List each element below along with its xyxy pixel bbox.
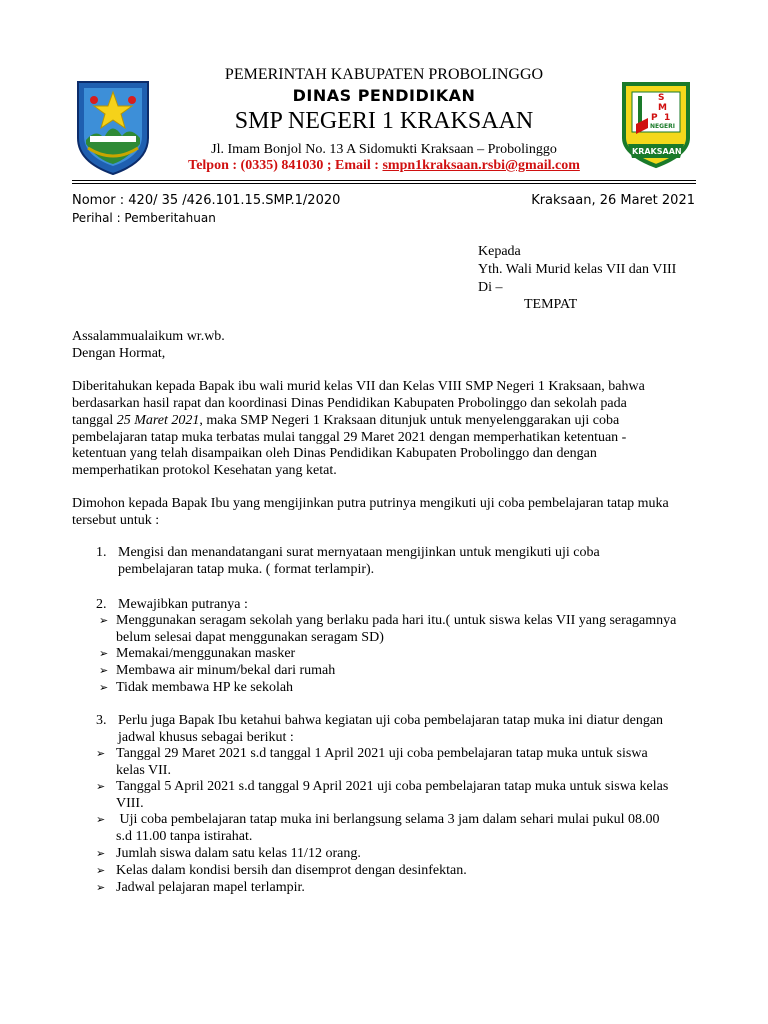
bullet-text: Jadwal pelajaran mapel terlampir. <box>116 880 305 895</box>
meeting-date: 25 Maret 2021 <box>116 413 200 428</box>
header-divider-bottom <box>72 183 696 184</box>
arrow-bullet-icon: ➢ <box>96 747 106 760</box>
list-item-title: Mewajibkan putranya : <box>118 597 248 612</box>
list-number: 3. <box>96 713 107 728</box>
list-item-text: Mengisi dan menandatangani surat mernyataan mengijinkan untuk mengikuti uji coba <box>118 545 600 560</box>
header-phone: Telpon : (0335) 841030 ; Email : <box>188 158 383 173</box>
paragraph-request-line: Dimohon kepada Bapak Ibu yang mengijinkan putra putrinya mengikuti uji coba pembelajaran tatap muka <box>72 496 669 511</box>
bullet-text: Tidak membawa HP ke sekolah <box>116 680 294 695</box>
bullet-text: Tanggal 5 April 2021 s.d tanggal 9 April 2021 uji coba pembelajaran tatap muka untuk siswa kelas <box>116 779 669 794</box>
recipient-tempat: TEMPAT <box>524 297 578 312</box>
arrow-bullet-icon: ➢ <box>99 681 109 694</box>
letter-number: Nomor : 420/ 35 /426.101.15.SMP.1/2020 <box>72 193 341 208</box>
arrow-bullet-icon: ➢ <box>96 780 106 793</box>
header-address: Jl. Imam Bonjol No. 13 A Sidomukti Kraksaan – Probolinggo <box>211 142 557 157</box>
bullet-text: Membawa air minum/bekal dari rumah <box>116 663 336 678</box>
arrow-bullet-icon: ➢ <box>96 881 106 894</box>
arrow-bullet-icon: ➢ <box>96 864 106 877</box>
header-email-link[interactable]: smpn1kraksaan.rsbi@gmail.com <box>382 158 580 173</box>
logo-text-negeri: NEGERI <box>650 123 675 130</box>
list-item-text: pembelajaran tatap muka. ( format terlampir). <box>118 562 375 577</box>
bullet-text: s.d 11.00 tanpa istirahat. <box>116 829 253 844</box>
arrow-bullet-icon: ➢ <box>96 813 106 826</box>
paragraph-request-line: tersebut untuk : <box>72 513 160 528</box>
list-number: 2. <box>96 597 107 612</box>
header-divider-top <box>72 180 696 181</box>
arrow-bullet-icon: ➢ <box>96 847 106 860</box>
recipient-kepada: Kepada <box>478 244 521 259</box>
header-government: PEMERINTAH KABUPATEN PROBOLINGGO <box>224 66 544 83</box>
letter-subject: Perihal : Pemberitahuan <box>72 211 216 225</box>
paragraph-intro-line: memperhatikan protokol Kesehatan yang ketat. <box>72 463 337 478</box>
bullet-text: kelas VII. <box>116 763 171 778</box>
paragraph-intro-line: Diberitahukan kepada Bapak ibu wali murid kelas VII dan Kelas VIII SMP Negeri 1 Kraksaan, bahwa <box>72 379 645 394</box>
bullet-text: Kelas dalam kondisi bersih dan disemprot dengan desinfektan. <box>116 863 467 878</box>
recipient-di: Di – <box>478 280 503 295</box>
text-run: , maka SMP Negeri 1 Kraksaan ditunjuk untuk menyelenggarakan uji coba <box>199 413 620 428</box>
header-department: DINAS PENDIDIKAN <box>292 86 476 105</box>
text-run: tanggal <box>72 413 117 428</box>
paragraph-intro-line: ketentuan yang telah disampaikan oleh Dinas Pendidikan Kabupaten Probolinggo dan dengan <box>72 446 597 461</box>
bullet-text: belum selesai dapat menggunakan seragam SD) <box>116 630 384 645</box>
list-number: 1. <box>96 545 107 560</box>
bullet-text: VIII. <box>116 796 144 811</box>
letter-date: Kraksaan, 26 Maret 2021 <box>531 193 695 208</box>
paragraph-intro-line: berdasarkan hasil rapat dan koordinasi Dinas Pendidikan Kabupaten Probolinggo dan sekolah pada <box>72 396 627 411</box>
bullet-text: Uji coba pembelajaran tatap muka ini berlangsung selama 3 jam dalam sehari mulai pukul 08.00 <box>116 812 660 827</box>
bullet-text: Jumlah siswa dalam satu kelas 11/12 orang. <box>116 846 361 861</box>
list-item-title: jadwal khusus sebagai berikut : <box>118 730 294 745</box>
arrow-bullet-icon: ➢ <box>99 647 109 660</box>
arrow-bullet-icon: ➢ <box>99 664 109 677</box>
list-item-title: Perlu juga Bapak Ibu ketahui bahwa kegiatan uji coba pembelajaran tatap muka ini diatur dengan <box>118 713 664 728</box>
bullet-text: Tanggal 29 Maret 2021 s.d tanggal 1 April 2021 uji coba pembelajaran tatap muka untuk siswa <box>116 746 648 761</box>
logo-letter-1: 1 <box>664 113 671 123</box>
logo-letter-s: S <box>658 93 665 103</box>
header-school-name: SMP NEGERI 1 KRAKSAAN <box>234 108 534 134</box>
recipient-yth: Yth. Wali Murid kelas VII dan VIII <box>478 262 677 277</box>
arrow-bullet-icon: ➢ <box>99 614 109 627</box>
logo-banner-kraksaan: KRAKSAAN <box>632 147 682 156</box>
paragraph-intro-line <box>72 413 698 428</box>
logo-letter-p: P <box>651 113 658 123</box>
header-contact <box>0 158 768 174</box>
paragraph-intro-line: pembelajaran tatap muka terbatas mulai tanggal 29 Maret 2021 dengan memperhatikan ketentuan - <box>72 430 627 445</box>
logo-letter-m: M <box>658 103 667 113</box>
greeting-salam: Assalammualaikum wr.wb. <box>72 329 225 344</box>
greeting-hormat: Dengan Hormat, <box>72 346 166 361</box>
bullet-text: Menggunakan seragam sekolah yang berlaku pada hari itu.( untuk siswa kelas VII yang seragamnya <box>116 613 677 628</box>
bullet-text: Memakai/menggunakan masker <box>116 646 296 661</box>
